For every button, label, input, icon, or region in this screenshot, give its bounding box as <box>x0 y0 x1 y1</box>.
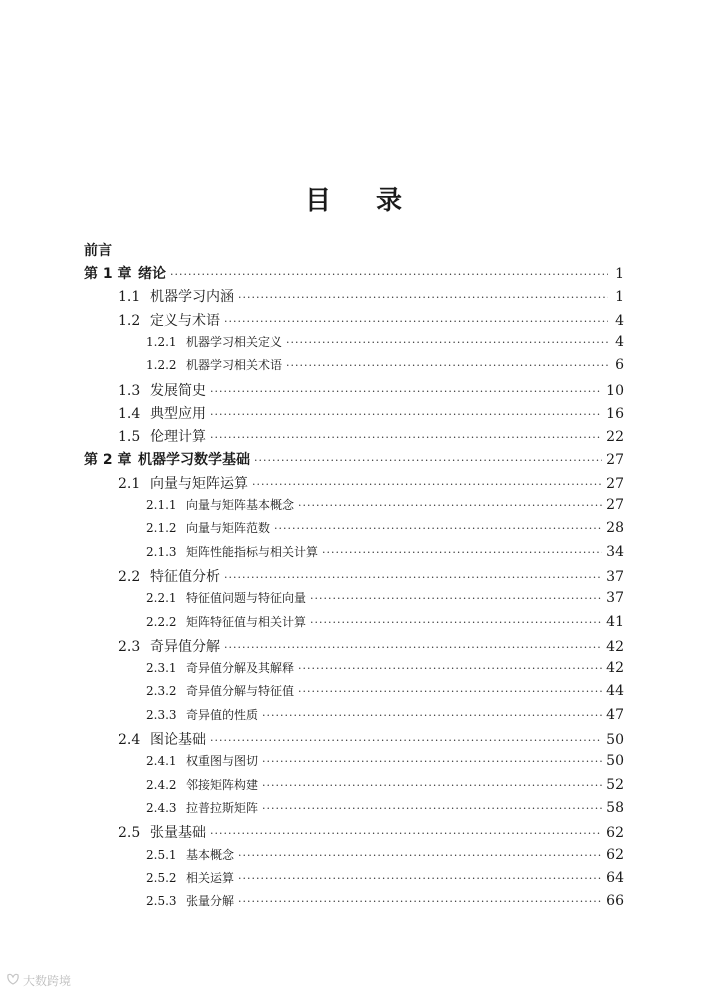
toc-entry-number: 2.1.1 <box>146 498 177 512</box>
toc-entry-number: 1.5 <box>118 429 141 445</box>
toc-leader-dots <box>298 499 602 512</box>
toc-entry-title: 发展简史 <box>150 383 206 399</box>
toc-leader-dots <box>298 662 602 675</box>
page-title-char-2: 录 <box>376 186 404 216</box>
toc-entry-title: 向量与矩阵运算 <box>150 476 248 492</box>
page-title <box>0 180 708 217</box>
toc-entry-page: 42 <box>606 639 624 655</box>
toc-entry-number: 2.2.2 <box>146 615 177 629</box>
toc-entry-title: 张量基础 <box>150 825 206 841</box>
toc-entry-page: 1 <box>615 266 624 282</box>
toc-entry-page: 42 <box>606 660 624 676</box>
toc-subsection-row[interactable] <box>146 892 624 912</box>
toc-entry-page: 6 <box>615 357 624 373</box>
watermark-text: 大数跨境 <box>23 974 72 988</box>
toc-entry-number: 2.4.2 <box>146 778 177 792</box>
toc-entry-title: 基本概念 <box>186 848 235 862</box>
toc-entry-number: 2.3.3 <box>146 708 177 722</box>
toc-entry-page: 62 <box>606 825 624 841</box>
toc-entry-page: 66 <box>606 893 624 909</box>
toc-entry-number: 2.1 <box>118 476 141 492</box>
toc-subsection-row[interactable] <box>146 333 624 353</box>
toc-subsection-row[interactable] <box>146 496 624 516</box>
toc-entry-title: 定义与术语 <box>150 313 220 329</box>
toc-subsection-row[interactable] <box>146 706 624 726</box>
toc-entry-page: 1 <box>615 289 624 305</box>
toc-subsection-row[interactable] <box>146 776 624 796</box>
toc-entry-number: 2.3.2 <box>146 684 177 698</box>
toc-entry-page: 62 <box>606 847 624 863</box>
toc-entry-title: 绪论 <box>138 266 166 282</box>
toc-entry-page: 28 <box>606 520 624 536</box>
toc-leader-dots <box>262 709 602 722</box>
toc-leader-dots <box>252 478 602 491</box>
toc-leader-dots <box>310 616 602 629</box>
toc-leader-dots <box>210 431 602 444</box>
toc-entry-number: 1.4 <box>118 406 141 422</box>
toc-entry-number: 2.3 <box>118 639 141 655</box>
toc-section-row[interactable] <box>118 566 624 586</box>
toc-entry-title: 机器学习内涵 <box>150 289 234 305</box>
toc-entry-title: 图论基础 <box>150 732 206 748</box>
toc-entry-page: 27 <box>606 476 624 492</box>
toc-section-row[interactable] <box>118 286 624 306</box>
toc-leader-dots <box>224 315 608 328</box>
toc-entry-number: 2.1.2 <box>146 521 177 535</box>
toc-chapter-row[interactable] <box>84 263 624 283</box>
toc-section-row[interactable] <box>118 426 624 446</box>
toc-entry-number: 1.3 <box>118 383 141 399</box>
toc-entry-title: 张量分解 <box>186 894 235 908</box>
toc-entry-page: 64 <box>606 870 624 886</box>
toc-entry-number: 2.3.1 <box>146 661 177 675</box>
toc-leader-dots <box>238 872 602 885</box>
toc-entry-title: 机器学习相关术语 <box>186 358 283 372</box>
toc-subsection-row[interactable] <box>146 356 624 376</box>
toc-leader-dots <box>286 359 608 372</box>
toc-entry-page: 4 <box>615 334 624 350</box>
toc-entry-title: 权重图与图切 <box>186 754 259 768</box>
toc-entry-page: 4 <box>615 313 624 329</box>
toc-entry-number: 1.2.1 <box>146 335 177 349</box>
toc-entry-number: 2.2.1 <box>146 591 177 605</box>
wechat-channel-icon <box>6 973 20 988</box>
toc-entry-page: 50 <box>606 753 624 769</box>
toc-entry-title: 向量与矩阵范数 <box>186 521 271 535</box>
toc-entry-title: 特征值问题与特征向量 <box>186 591 307 605</box>
toc-leader-dots <box>262 779 602 792</box>
page-title-char-1: 目 <box>304 186 332 216</box>
toc-section-row[interactable] <box>118 403 624 423</box>
toc-entry-title: 奇异值分解与特征值 <box>186 684 295 698</box>
toc-subsection-row[interactable] <box>146 682 624 702</box>
toc-entry-title: 邻接矩阵构建 <box>186 778 259 792</box>
toc-section-row[interactable] <box>118 822 624 842</box>
toc-entry-page: 47 <box>606 707 624 723</box>
toc-entry-title: 奇异值的性质 <box>186 708 259 722</box>
toc-leader-dots <box>262 755 602 768</box>
toc-entry-title: 拉普拉斯矩阵 <box>186 801 259 815</box>
toc-leader-dots <box>210 734 602 747</box>
toc-entry-number: 2.2 <box>118 569 141 585</box>
toc-subsection-row[interactable] <box>146 589 624 609</box>
toc-subsection-row[interactable] <box>146 752 624 772</box>
toc-leader-dots <box>262 802 602 815</box>
toc-entry-title: 矩阵性能指标与相关计算 <box>186 545 319 559</box>
toc-foreword[interactable]: 前言 <box>84 243 112 259</box>
toc-entry-number: 2.5.3 <box>146 894 177 908</box>
toc-entry-title: 相关运算 <box>186 871 235 885</box>
toc-entry-number: 2.5.2 <box>146 871 177 885</box>
toc-leader-dots <box>310 592 602 605</box>
toc-entry-page: 22 <box>606 429 624 445</box>
toc-leader-dots <box>254 454 602 467</box>
toc-section-row[interactable] <box>118 729 624 749</box>
toc-entry-title: 矩阵特征值与相关计算 <box>186 615 307 629</box>
toc-section-row[interactable] <box>118 310 624 330</box>
toc-entry-number: 2.5 <box>118 825 141 841</box>
toc-entry-number: 2.4.3 <box>146 801 177 815</box>
toc-section-row[interactable] <box>118 636 624 656</box>
toc-entry-page: 37 <box>606 569 624 585</box>
toc-leader-dots <box>322 546 602 559</box>
toc-subsection-row[interactable] <box>146 613 624 633</box>
watermark <box>6 972 71 989</box>
toc-chapter-row[interactable] <box>84 449 624 469</box>
toc-entry-page: 37 <box>606 590 624 606</box>
toc-entry-page: 27 <box>606 497 624 513</box>
toc-leader-dots <box>210 408 602 421</box>
toc-leader-dots <box>210 827 602 840</box>
toc-leader-dots <box>238 291 608 304</box>
toc-entry-page: 44 <box>606 683 624 699</box>
toc-subsection-row[interactable] <box>146 543 624 563</box>
toc-subsection-row[interactable] <box>146 659 624 679</box>
toc-leader-dots <box>238 895 602 908</box>
toc-leader-dots <box>238 849 602 862</box>
toc-leader-dots <box>224 571 602 584</box>
toc-entry-title: 典型应用 <box>150 406 206 422</box>
toc-subsection-row[interactable] <box>146 869 624 889</box>
toc-leader-dots <box>274 522 602 535</box>
toc-entry-page: 58 <box>606 800 624 816</box>
toc-subsection-row[interactable] <box>146 846 624 866</box>
toc-leader-dots <box>224 641 602 654</box>
toc-entry-number: 2.5.1 <box>146 848 177 862</box>
toc-entry-page: 34 <box>606 544 624 560</box>
toc-entry-number: 1.1 <box>118 289 141 305</box>
toc-entry-number: 第 2 章 <box>84 452 132 468</box>
toc-entry-number: 第 1 章 <box>84 266 132 282</box>
toc-entry-title: 伦理计算 <box>150 429 206 445</box>
toc-entry-page: 10 <box>606 383 624 399</box>
toc-entry-page: 52 <box>606 777 624 793</box>
toc-leader-dots <box>286 336 608 349</box>
toc-section-row[interactable] <box>118 380 624 400</box>
toc-leader-dots <box>210 385 602 398</box>
toc-subsection-row[interactable] <box>146 799 624 819</box>
toc-section-row[interactable] <box>118 473 624 493</box>
toc-entry-number: 1.2 <box>118 313 141 329</box>
toc-entry-title: 向量与矩阵基本概念 <box>186 498 295 512</box>
toc-leader-dots <box>298 685 602 698</box>
toc-entry-number: 2.1.3 <box>146 545 177 559</box>
toc-entry-title: 奇异值分解及其解释 <box>186 661 295 675</box>
toc-entry-page: 27 <box>606 452 624 468</box>
toc-entry-page: 16 <box>606 406 624 422</box>
toc-entry-title: 机器学习相关定义 <box>186 335 283 349</box>
toc-entry-page: 41 <box>606 614 624 630</box>
toc-entry-title: 奇异值分解 <box>150 639 220 655</box>
toc-entry-title: 特征值分析 <box>150 569 220 585</box>
toc-entry-page: 50 <box>606 732 624 748</box>
toc-entry-title: 机器学习数学基础 <box>138 452 250 468</box>
toc-entry-number: 1.2.2 <box>146 358 177 372</box>
toc-subsection-row[interactable] <box>146 519 624 539</box>
toc-entry-number: 2.4.1 <box>146 754 177 768</box>
toc-leader-dots <box>170 268 608 281</box>
toc-entry-number: 2.4 <box>118 732 141 748</box>
